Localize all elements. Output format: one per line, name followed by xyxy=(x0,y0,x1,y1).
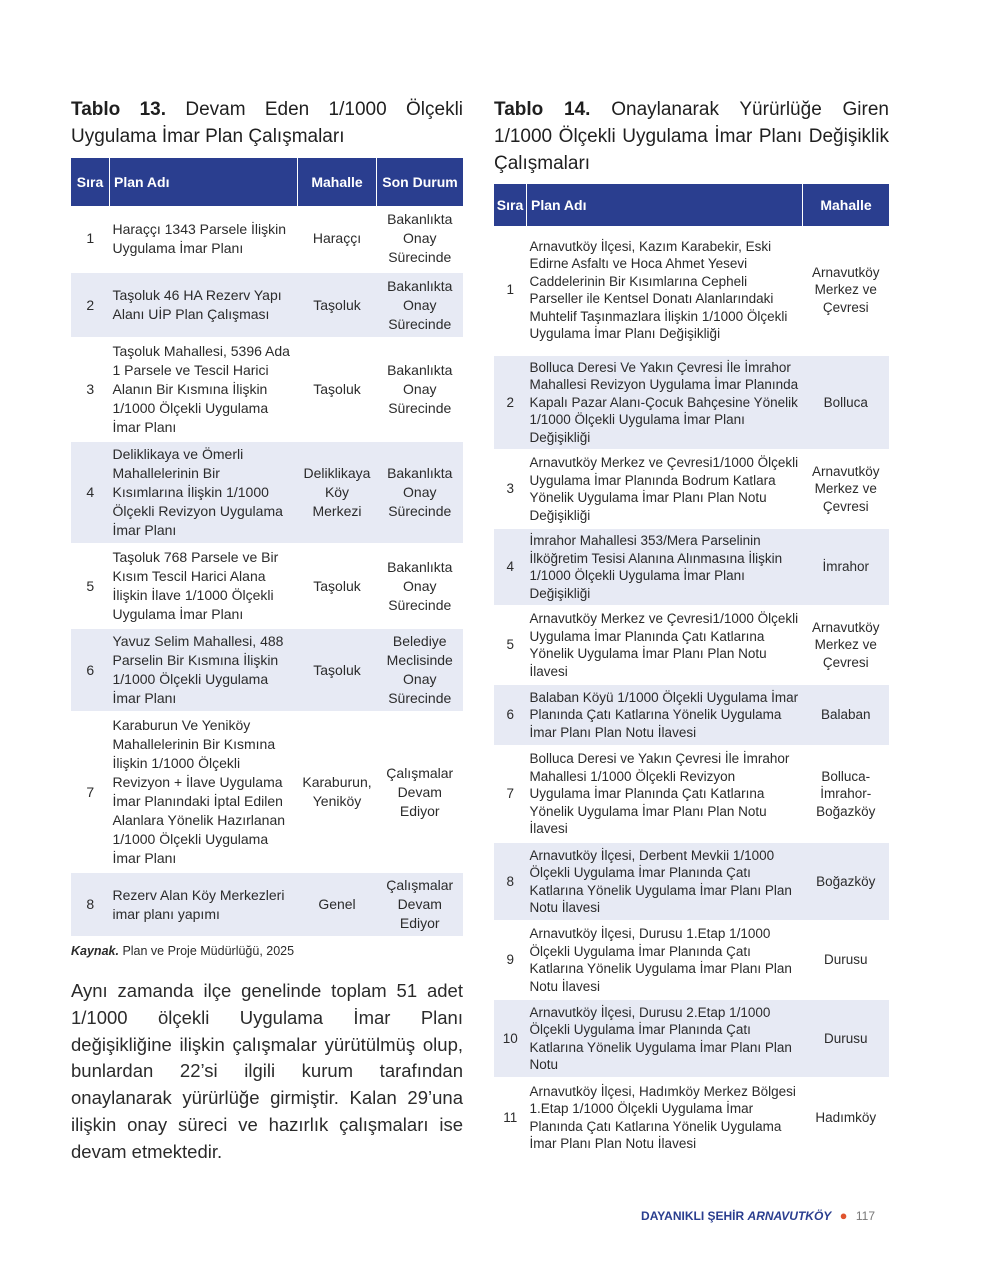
table-row xyxy=(494,226,889,355)
mahalle: Karaburun, Yeniköy xyxy=(298,712,377,872)
plan-name: Arnavutköy İlçesi, Kazım Karabekir, Eski Edirne Asfaltı ve Hoca Ahmet Yesevi Caddelerinin Bir Kısımlarına Cepheli Parseller ile Kentsel Donatı Alanlarındaki Muhtelif Taşınmazlara İlişkin 1/1000 Ölçekli Uygulama İmar Planı Değişikliği xyxy=(527,226,803,355)
table-row xyxy=(71,338,463,441)
table-row xyxy=(494,921,889,999)
row-number: 2 xyxy=(71,272,110,338)
page-footer xyxy=(641,1208,875,1223)
mahalle: Haraççı xyxy=(298,206,377,272)
mahalle: Taşoluk xyxy=(298,628,377,712)
mahalle: Taşoluk xyxy=(298,338,377,441)
row-number: 3 xyxy=(494,450,527,528)
table13-header-plan: Plan Adı xyxy=(110,158,298,206)
footer-dot-icon: ● xyxy=(839,1208,848,1223)
source-text: Plan ve Proje Müdürlüğü, 2025 xyxy=(122,944,295,958)
table-row xyxy=(71,206,463,272)
plan-name: Bolluca Deresi ve Yakın Çevresi İle İmrahor Mahallesi 1/1000 Ölçekli Revizyon Uygulama İmar Planında Çatı Katlarına Yönelik Uygulama İmar Planı Plan Notu İlavesi xyxy=(527,746,803,842)
mahalle: Boğazköy xyxy=(803,842,890,921)
source-label: Kaynak. xyxy=(71,944,119,958)
table13-header-row xyxy=(71,158,463,206)
mahalle: Taşoluk xyxy=(298,272,377,338)
table-row xyxy=(494,684,889,746)
plan-name: Balaban Köyü 1/1000 Ölçekli Uygulama İmar Planında Çatı Katlarına Yönelik Uygulama İmar Planı Plan Notu İlavesi xyxy=(527,684,803,746)
status: Bakanlıkta Onay Sürecinde xyxy=(377,206,464,272)
plan-name: Bolluca Deresi Ve Yakın Çevresi İle İmrahor Mahallesi Revizyon Uygulama İmar Planında Kapalı Pazar Alanı-Çocuk Bahçesine Yönelik 1/1000 Ölçekli Uygulama İmar Planı Değişikliği xyxy=(527,355,803,450)
plan-name: Taşoluk 46 HA Rezerv Yapı Alanı UİP Plan Çalışması xyxy=(110,272,298,338)
table13-caption xyxy=(71,96,463,150)
plan-name: Rezerv Alan Köy Merkezleri imar planı yapımı xyxy=(110,872,298,936)
row-number: 5 xyxy=(494,606,527,684)
table-row xyxy=(71,872,463,936)
table14-header-mahalle: Mahalle xyxy=(803,184,890,226)
row-number: 6 xyxy=(494,684,527,746)
row-number: 2 xyxy=(494,355,527,450)
footer-title: DAYANIKLI ŞEHİR xyxy=(641,1209,745,1223)
table-row xyxy=(71,544,463,628)
plan-name: İmrahor Mahallesi 353/Mera Parselinin İlköğretim Tesisi Alanına Alınmasına İlişkin 1/1000 Ölçekli Uygulama İmar Planı Değişikliği xyxy=(527,528,803,606)
mahalle: Durusu xyxy=(803,999,890,1078)
table14-header-sira: Sıra xyxy=(494,184,527,226)
status: Belediye Meclisinde Onay Sürecinde xyxy=(377,628,464,712)
row-number: 4 xyxy=(494,528,527,606)
plan-name: Deliklikaya ve Ömerli Mahallelerinin Bir Kısımlarına İlişkin 1/1000 Ölçekli Revizyon Uygulama İmar Planı xyxy=(110,441,298,544)
plan-name: Yavuz Selim Mahallesi, 488 Parselin Bir Kısmına İlişkin 1/1000 Ölçekli Uygulama İmar Planı xyxy=(110,628,298,712)
row-number: 8 xyxy=(494,842,527,921)
table-row xyxy=(71,712,463,872)
table14-header-plan: Plan Adı xyxy=(527,184,803,226)
plan-name: Haraççı 1343 Parsele İlişkin Uygulama İmar Planı xyxy=(110,206,298,272)
plan-name: Karaburun Ve Yeniköy Mahallelerinin Bir Kısmına İlişkin 1/1000 Ölçekli Revizyon + İlave Uygulama İmar Planındaki İptal Edilen Alanlara Yönelik Hazırlanan 1/1000 Ölçekli Uygulama İmar Planı xyxy=(110,712,298,872)
mahalle: Arnavutköy Merkez ve Çevresi xyxy=(803,450,890,528)
status: Bakanlıkta Onay Sürecinde xyxy=(377,544,464,628)
status: Çalışmalar Devam Ediyor xyxy=(377,872,464,936)
row-number: 7 xyxy=(71,712,110,872)
row-number: 9 xyxy=(494,921,527,999)
left-column xyxy=(71,96,463,1166)
table14 xyxy=(494,184,889,1156)
mahalle: Arnavutköy Merkez ve Çevresi xyxy=(803,606,890,684)
table13-caption-text: Devam Eden 1/1000 Ölçekli Uygulama İmar Plan Çalışmaları xyxy=(71,99,464,147)
row-number: 3 xyxy=(71,338,110,441)
table13 xyxy=(71,158,463,936)
mahalle: Hadımköy xyxy=(815,1109,877,1125)
status: Bakanlıkta Onay Sürecinde xyxy=(377,441,464,544)
table-row xyxy=(494,999,889,1078)
body-paragraph: Aynı zamanda ilçe genelinde toplam 51 adet 1/1000 ölçekli Uygulama İmar Planı değişikliğine ilişkin çalışmalar yürütülmüş olup, bunlardan 22’si ilgili kurum tarafından onaylanarak yürürlüğe girmiştir. Kalan 29’una ilişkin onay süreci ve hazırlık çalışmaları ise devam etmektedir. xyxy=(71,980,463,1162)
plan-name: Arnavutköy İlçesi, Hadımköy Merkez Bölgesi 1.Etap 1/1000 Ölçekli Uygulama İmar Planında Çatı Katlarına Yönelik Uygulama İmar Planı Plan Notu İlavesi xyxy=(529,1083,796,1151)
row-number: 1 xyxy=(494,226,527,355)
table13-source xyxy=(71,944,463,958)
table-row xyxy=(494,355,889,450)
table-row xyxy=(71,628,463,712)
row-number: 6 xyxy=(71,628,110,712)
table14-caption-label: Tablo 14. xyxy=(494,99,591,120)
table-row xyxy=(494,528,889,606)
row-number: 5 xyxy=(71,544,110,628)
status: Bakanlıkta Onay Sürecinde xyxy=(377,338,464,441)
row-number: 10 xyxy=(494,999,527,1078)
table-row xyxy=(494,606,889,684)
plan-name: Arnavutköy Merkez ve Çevresi1/1000 Ölçekli Uygulama İmar Planında Bodrum Katlara Yönelik Uygulama İmar Planı Plan Notu Değişikliği xyxy=(527,450,803,528)
mahalle: Durusu xyxy=(803,921,890,999)
plan-name: Taşoluk Mahallesi, 5396 Ada 1 Parsele ve Tescil Harici Alanın Bir Kısmına İlişkin 1/1000 Ölçekli Uygulama İmar Planı xyxy=(110,338,298,441)
status: Bakanlıkta Onay Sürecinde xyxy=(377,272,464,338)
row-number: 4 xyxy=(71,441,110,544)
row-number: 11 xyxy=(503,1109,518,1125)
plan-name: Arnavutköy Merkez ve Çevresi1/1000 Ölçekli Uygulama İmar Planında Çatı Katlarına Yönelik Uygulama İmar Planı Plan Notu İlavesi xyxy=(527,606,803,684)
table14-header-row xyxy=(494,184,889,226)
row-number: 1 xyxy=(71,206,110,272)
plan-name: Arnavutköy İlçesi, Derbent Mevkii 1/1000 Ölçekli Uygulama İmar Planında Çatı Katlarına Yönelik Uygulama İmar Planı Plan Notu İlavesi xyxy=(527,842,803,921)
plan-name: Arnavutköy İlçesi, Durusu 2.Etap 1/1000 Ölçekli Uygulama İmar Planında Çatı Katlarına Yönelik Uygulama İmar Planı Plan Notu xyxy=(527,999,803,1078)
mahalle: Deliklikaya Köy Merkezi xyxy=(298,441,377,544)
table14-caption-text: Onaylanarak Yürürlüğe Giren 1/1000 Ölçekli Uygulama İmar Planı Değişiklik Çalışmaları xyxy=(494,99,889,174)
footer-city: ARNAVUTKÖY xyxy=(747,1209,832,1223)
plan-name: Taşoluk 768 Parsele ve Bir Kısım Tescil Harici Alana İlişkin İlave 1/1000 Ölçekli Uygulama İmar Planı xyxy=(110,544,298,628)
mahalle: Bolluca-İmrahor-Boğazköy xyxy=(803,746,890,842)
row-number: 7 xyxy=(494,746,527,842)
table13-header-durum: Son Durum xyxy=(377,158,464,206)
table-row xyxy=(71,441,463,544)
mahalle: İmrahor xyxy=(803,528,890,606)
mahalle: Genel xyxy=(298,872,377,936)
mahalle: Arnavutköy Merkez ve Çevresi xyxy=(803,226,890,355)
table-row xyxy=(494,842,889,921)
mahalle: Taşoluk xyxy=(298,544,377,628)
table-row xyxy=(71,272,463,338)
status: Çalışmalar Devam Ediyor xyxy=(377,712,464,872)
table-row xyxy=(494,1078,889,1156)
table13-header-sira: Sıra xyxy=(71,158,110,206)
table-row xyxy=(494,450,889,528)
mahalle: Balaban xyxy=(803,684,890,746)
page-number: 117 xyxy=(855,1209,875,1223)
mahalle: Bolluca xyxy=(803,355,890,450)
plan-name: Arnavutköy İlçesi, Durusu 1.Etap 1/1000 Ölçekli Uygulama İmar Planında Çatı Katlarına Yönelik Uygulama İmar Planı Plan Notu İlavesi xyxy=(527,921,803,999)
table13-header-mahalle: Mahalle xyxy=(298,158,377,206)
table13-caption-label: Tablo 13. xyxy=(71,99,166,120)
right-column xyxy=(494,96,889,1156)
row-number: 8 xyxy=(71,872,110,936)
table-row xyxy=(494,746,889,842)
table14-caption xyxy=(494,96,889,177)
